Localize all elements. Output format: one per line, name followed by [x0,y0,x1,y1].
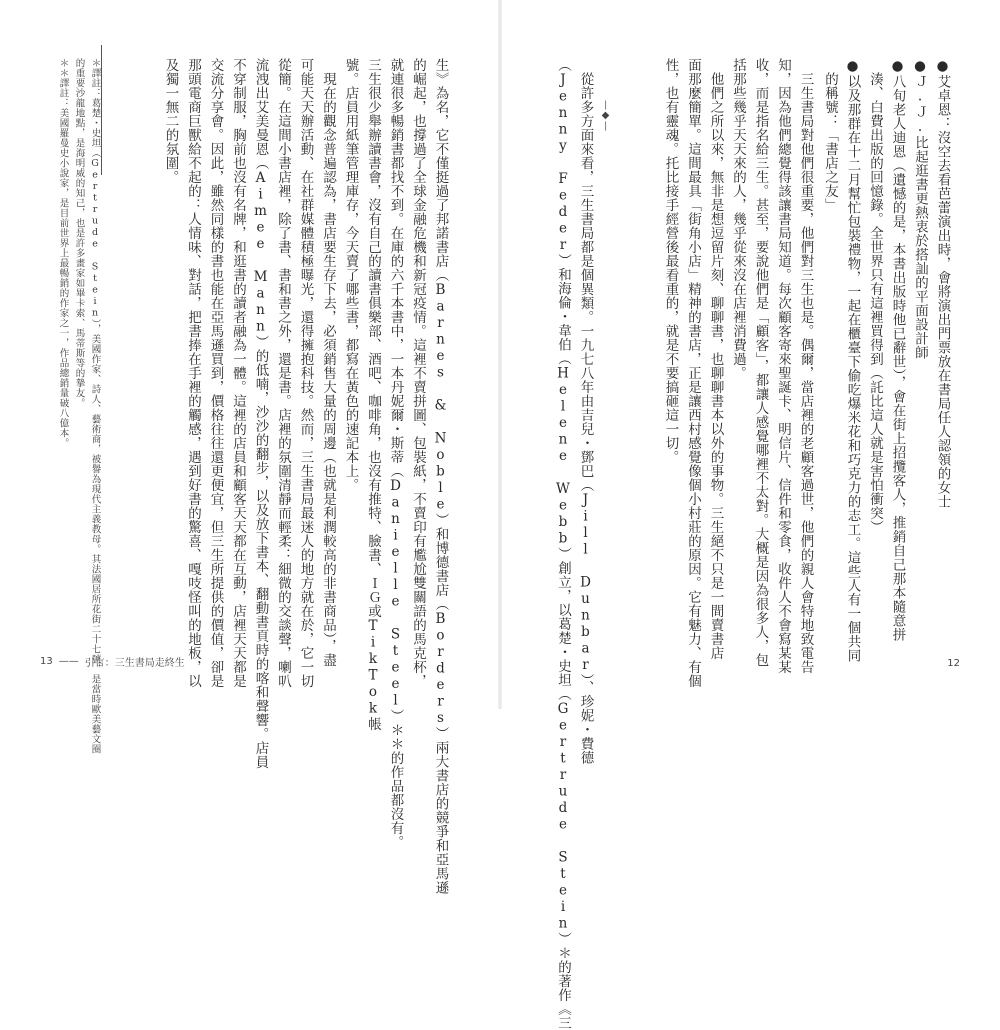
text-line: 面那麼簡單。這間最具「街角小店」精神的書店，正是讓西村感覺像個小村莊的原因。它有魅力、有個 [685,58,701,688]
text-line: 三生書局對他們很重要，他們對三生也是。偶爾，當店裡的老顧客過世，他們的親人會特地致電告 [797,58,814,674]
text-line: 從許多方面來看，三生書局都是個異類。一九七八年由吉兒・鄧巴（Jill Dunbar）、珍妮・費德 [577,58,594,765]
text-line: 知，因為他們總覺得該讓書局知道。每次顧客寄來聖誕卡、明信片、信件和零食，收件人不會寫某某 [775,58,791,674]
text-line: 收，而是指名給三生。甚至，要說他們是「顧客」，都讓人感覺哪裡不太對。大概是因為很多人，包 [752,58,769,668]
text-line: 生》為名，它不僅挺過了邦諾書店（Barnes & Noble）和博德書店（Borders）兩大書店的競爭和亞馬遜 [432,58,449,895]
page-number-left: 13 [40,656,53,667]
text-line: 流洩出艾美曼恩（Aimee Mann）的低喃，沙沙的翻步，以及放下書本、翻動書頁時的喀和聲響。店員 [252,58,269,769]
footnote-line: ＊譯註：葛楚・史坦（Gertrude Stein），美國作家、詩人、藝術商，被譽為現代主義教母。其法國居所花街二十七號，是當時歐美藝文圈 [89,58,101,755]
text-line: 的崛起，也撐過了全球金融危機和新冠疫情。這裡不賣拼圖、包裝紙，不賣印有尷尬雙關語的馬克杯， [410,58,426,688]
text-line: 不穿制服，胸前也沒有名牌，和逛書的讀者融為一體。這裡的店員和顧客天天都在互動，店裡天天都是 [230,58,246,688]
bullet-line: ●Ｊ.Ｊ.比起逛書更熱衷於搭訕的平面設計師 [912,58,928,360]
text-line: 現在的觀念普遍認為，書店要生存下去，必須銷售大量的周邊（也就是利潤較高的非書商品），盡 [320,58,336,668]
text-line: 性，也有靈魂。托比接手經營後最看重的，就是不要搞砸這一切。 [662,58,679,464]
text-line: 從簡。在這間小書店裡，除了書、書和書之外，還是書。店裡的氛圍清靜而輕柔：細微的交談聲，喇叭 [275,58,291,688]
text-line: 括那些幾乎天天來的人，幾乎從來沒在店裡消費過。 [730,58,746,380]
bullet-line: ●八旬老人迪恩（遺憾的是，本書出版時他已辭世），會在街上招攬客人，推銷自己那本隨意拼 [889,58,906,642]
bullet-line: ●艾卓恩：沒空去看芭蕾演出時，會將演出門票放在書局任人認領的女士 [934,58,951,509]
bullet-line: 湊、白費出版的回憶錄。全世界只有這裡買得到（託比這人就是害怕衝突） [867,58,883,534]
text-line: 他們之所以來，無非是想逗留片刻、聊聊書，也聊聊書本以外的事物。三生絕不只是一間賣書店 [707,58,724,660]
text-line: 可能天天辦活動、在社群媒體積極曝光，還得擁抱科技。然而，三生書局最迷人的地方就在於，它一切 [297,58,314,688]
text-line: 及獨一無二的氛圍。 [162,58,179,184]
page-number-right: 12 [947,658,960,669]
text-line: 號。店員用紙筆管理庫存，今天賣了哪些書，都寫在黃色的速記本上。 [342,58,359,492]
footer-dash: —— [58,656,79,667]
text-line: 就連很多暢銷書都找不到。在庫的六千本書中，一本丹妮爾・斯蒂（Danielle Steel）＊＊的作品都沒有。 [387,58,404,849]
text-line: 那頭電商巨獸給不起的：人情味、對話，把書捧在手裡的觸感，遇到好書的驚喜、嘎吱怪叫的地板，以 [185,58,201,688]
footnote-line: 的重要沙龍地點，是海明威的知己，也是許多畫家如畢卡索、馬蒂斯等的摯友。 [73,58,85,408]
bullet-line: ●以及那群在十二月幫忙包裝禮物，一起在櫃臺下偷吃爆米花和巧克力的志工。這些人有一個共同 [844,58,861,663]
bullet-line: 的稱號：「書店之友」 [822,58,838,212]
running-head: 引言：三生書局走終生 [84,658,185,669]
text-line: （Jenny Feder）和海倫・韋伯（Helene Webb）創立，以葛楚・史坦（Gertrude Stein）＊的著作《三 [555,58,571,1030]
text-line: 三生很少舉辦讀書會，沒有自己的讀書俱樂部、酒吧、咖啡角，也沒有推特、臉書、ＩＧ或TikTok帳 [365,58,381,731]
text-line: 交流分享會。因此，雖然同樣的書也能在亞馬遜買到，價格往往還更便宜，但三生所提供的價值，卻是 [207,58,224,688]
left-footer [40,654,185,669]
footnote-line: ＊＊譯註：美國羅曼史小說家，是目前世界上最暢銷的作家之一，作品總銷量破八億本。 [57,58,69,448]
section-divider: —◆— [600,100,611,131]
